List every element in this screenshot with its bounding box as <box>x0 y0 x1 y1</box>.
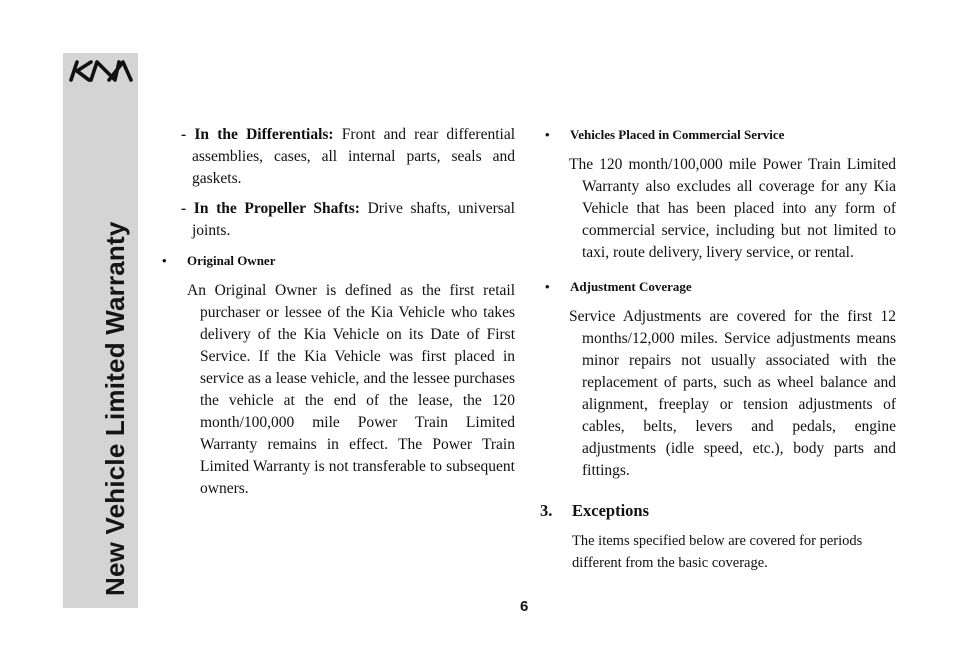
exceptions-heading <box>540 500 896 522</box>
adjustment-coverage-heading-text: Adjustment Coverage <box>570 279 692 294</box>
bullet-icon: • <box>162 253 167 268</box>
sidebar-title: New Vehicle Limited Warranty <box>100 221 130 596</box>
original-owner-heading <box>150 250 515 272</box>
differentials-text: Front and rear differential assemblies, cases, all internal parts, seals and gaskets. <box>192 126 515 187</box>
differentials-item <box>150 124 515 190</box>
differentials-label: - In the Differentials: <box>181 126 334 143</box>
propeller-shafts-label: - In the Propeller Shafts: <box>181 200 360 217</box>
original-owner-heading-text: Original Owner <box>187 253 276 268</box>
adjustment-coverage-heading <box>540 276 896 298</box>
section-title: Exceptions <box>572 501 650 520</box>
commercial-service-body: The 120 month/100,000 mile Power Train Limited Warranty also excludes all coverage for any Kia Vehicle that has been placed into any form of commercial service, including but not limited to taxi, route delivery, livery service, or rental. <box>569 156 896 261</box>
kia-logo-icon <box>69 60 135 82</box>
propeller-shafts-item <box>150 198 515 242</box>
left-column <box>150 124 515 512</box>
adjustment-coverage-body: Service Adjustments are covered for the first 12 months/12,000 miles. Service adjustments means minor repairs not usually associated with the replacement of parts, such as wheel balance and alignment, freeplay or tension adjustments of cables, belts, levers and pedals, engine adjustments (idle speed, etc.), body parts and fittings. <box>569 308 896 479</box>
right-column <box>540 124 896 574</box>
section-number: 3. <box>540 501 553 520</box>
bullet-icon: • <box>545 279 550 294</box>
page-number: 6 <box>520 598 529 615</box>
commercial-service-heading-text: Vehicles Placed in Commercial Service <box>570 127 785 142</box>
original-owner-body: An Original Owner is defined as the first retail purchaser or lessee of the Kia Vehicle who takes delivery of the Kia Vehicle on its Date of First Service. If the Kia Vehicle was first placed in service as a lease vehicle, and the lessee purchases the vehicle at the end of the lease, the 120 month/100,000 mile Power Train Limited Warranty remains in effect. The Power Train Limited Warranty is not transferable to subsequent owners. <box>187 282 515 497</box>
exceptions-body: The items specified below are covered for periods different from the basic coverage. <box>572 533 863 571</box>
propeller-shafts-text: Drive shafts, universal joints. <box>192 200 515 239</box>
commercial-service-heading <box>540 124 896 146</box>
bullet-icon: • <box>545 127 550 142</box>
